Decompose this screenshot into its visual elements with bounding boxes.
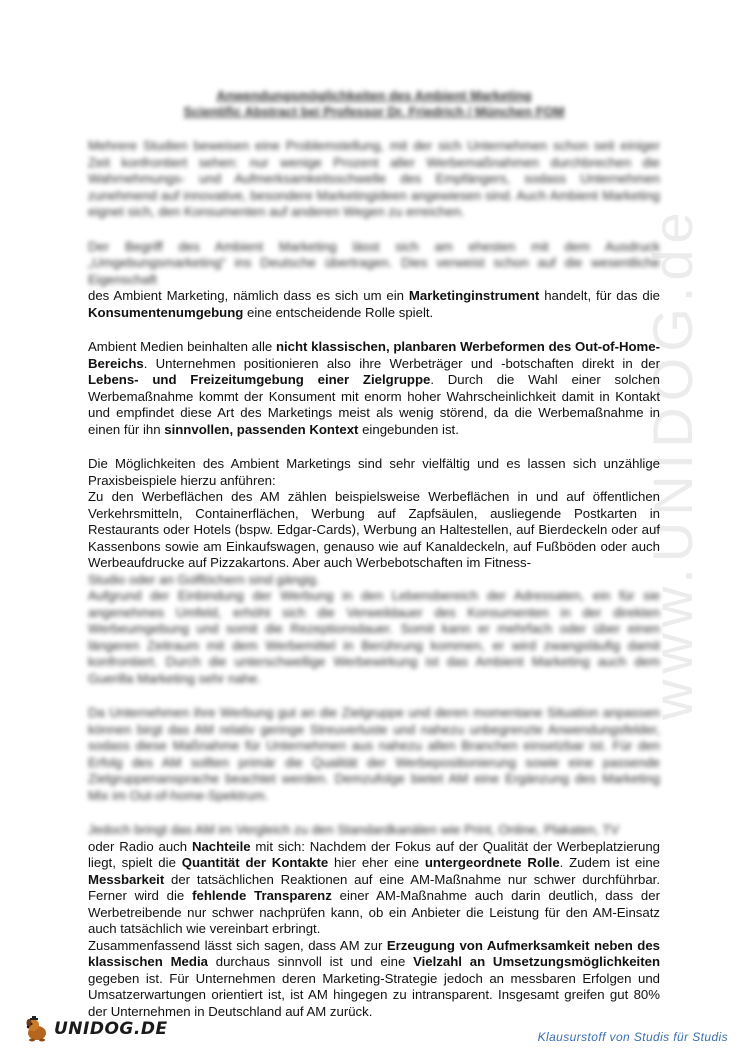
paragraph-intro: Mehrere Studien beweisen eine Problemstellung, mit der sich Unternehmen schon seit einiger Zeit konfrontiert sehen: nur wenige Prozent aller Werbemaßnahmen durchbrechen die Wahrnehmungs- und Aufmerksamkeitsschwelle des Empfängers, sodass Unternehmen zunehmend auf innovative, besondere Marketingideen angewiesen sind. Auch Ambient Marketing eignet sich, den Konsumenten auf anderen Wegen zu erreichen. xyxy=(88,138,660,219)
site-watermark: www.UNIDOG.de xyxy=(641,206,704,720)
dog-mascot-icon xyxy=(22,1014,52,1044)
logo-text: UNIDOG.DE xyxy=(54,1019,168,1039)
paragraph-dwell-time: Aufgrund der Einbindung der Werbung in den Lebensbereich der Adressaten, ein für sie angenehmes Umfeld, erhöht sich die Verweildauer des Konsumenten in der direkten Werbeumgebung und somit die Rezeptionsdauer. Somit kann er mehrfach oder über einen längeren Zeitraum mit dem Werbemittel in Berührung kommen, er wird zwangsläufig damit konfrontiert. Durch die unterschwellige Werbewirkung ist das Ambient Marketing auch dem Guerilla Marketing sehr nahe. xyxy=(88,588,660,686)
paragraph-definition-blurred: Der Begriff des Ambient Marketing lässt sich am ehesten mit dem Ausdruck „Umgebungsmarketing“ ins Deutsche übertragen. Dies verweist schon auf die wesentliche Eigenschaft xyxy=(88,238,660,287)
paragraph-examples: Zu den Werbeflächen des AM zählen beispielsweise Werbeflächen in und auf öffentlichen Verkehrsmitteln, Containerflächen, Werbung auf Zapfsäulen, ausliegende Postkarten in Restaurants oder Hotels (bspw. Edgar-Cards), Werbung an Haltestellen, auf Bierdeckeln oder auf Kassenbons sowie am Einkaufswagen, genauso wie auf Kanaldeckeln, auf Fußböden oder auch Werbeaufdrucke auf Pizzakartons. Aber auch Werbebotschaften im Fitness- xyxy=(88,489,660,570)
paragraph-examples-blurred: Studio oder an Golflöchern sind gängig. xyxy=(88,571,320,587)
document-page xyxy=(88,88,660,1020)
document-title xyxy=(88,88,660,120)
paragraph-ambient-media: Ambient Medien beinhalten alle nicht klassischen, planbaren Werbeformen des Out-of-Home-Bereichs. Unternehmen positionieren also ihre Werbeträger und -botschaften direkt in der Lebens- und Freizeitumgebung einer Zielgruppe. Durch die Wahl einer solchen Werbemaßnahme kommt der Konsument mit enorm hoher Wahrscheinlichkeit damit in Kontakt und empfindet diese Art des Marketings meist als wenig störend, da die Werbemaßnahme in einen für ihn sinnvollen, passenden Kontext eingebunden ist. xyxy=(88,339,661,437)
title-line-1: Anwendungsmöglichkeiten des Ambient Marketing xyxy=(216,88,532,103)
unidog-logo[interactable] xyxy=(22,1014,168,1044)
paragraph-disadvantages-blurred: Jedoch bringt das AM im Vergleich zu den Standardkanälen wie Print, Online, Plakaten, TV xyxy=(88,822,620,837)
paragraph-summary: Zusammenfassend lässt sich sagen, dass AM zur Erzeugung von Aufmerksamkeit neben des klassischen Media durchaus sinnvoll ist und eine Vielzahl an Umsetzungsmöglichkeiten gegeben ist. Für Unternehmen deren Marketing-Strategie jedoch an messbaren Erfolgen und Umsatzerwartungen orientiert ist, ist AM hingegen zu intransparent. Insgesamt greifen gut 80% der Unternehmen in Deutschland auf AM zurück. xyxy=(88,937,660,1019)
footer-tagline: Klausurstoff von Studis für Studis xyxy=(537,1030,728,1044)
paragraph-definition: des Ambient Marketing, nämlich dass es sich um ein Marketinginstrument handelt, für das die Konsumentenumgebung eine entscheidende Rolle spielt. xyxy=(88,288,660,320)
paragraph-advantages: Da Unternehmen ihre Werbung gut an die Zielgruppe und deren momentane Situation anpassen können birgt das AM relativ geringe Streuverluste und nahezu unbegrenzte Anwendungsfelder, sodass diese Maßnahme für Unternehmen aus nahezu allen Branchen einsetzbar ist. Für den Erfolg des AM sollten primär die Qualität der Werbepositionierung sowie eine passende Zielgruppenansprache beachtet werden. Demzufolge bietet AM eine Ergänzung des Marketing Mix im Out-of-home-Spektrum. xyxy=(88,705,660,803)
paragraph-disadvantages: oder Radio auch Nachteile mit sich: Nachdem der Fokus auf der Qualität der Werbeplatzierung liegt, spielt die Quantität der Kontakte hier eher eine untergeordnete Rolle. Zudem ist eine Messbarkeit der tatsächlichen Reaktionen auf eine AM-Maßnahme nur schwer durchführbar. Ferner wird die fehlende Transparenz einer AM-Maßnahme auch darin deutlich, dass der Werbetreibende nur schwer nachprüfen kann, ob ein Anbieter die Leistung für den AM-Einsatz auch tatsächlich wie vereinbart erbringt. xyxy=(88,838,660,936)
title-line-2: Scientific Abstract bei Professor Dr. Friedrich / München FOM xyxy=(183,104,565,119)
paragraph-possibilities: Die Möglichkeiten des Ambient Marketings sind sehr vielfältig und es lassen sich unzählige Praxisbeispiele hierzu anführen: xyxy=(88,456,660,488)
